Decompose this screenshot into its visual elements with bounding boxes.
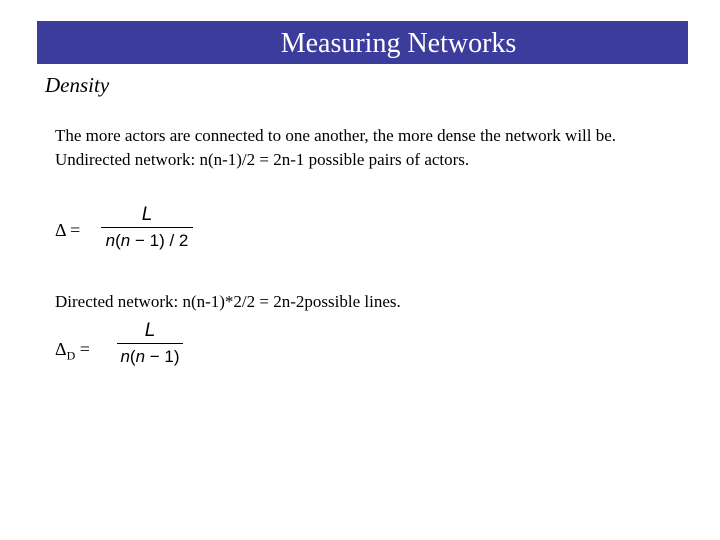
formula-directed-lhs [55, 339, 90, 364]
formula-directed-fraction [117, 320, 183, 368]
formula-undirected-density [55, 204, 215, 264]
denominator-paren: ( [115, 231, 121, 250]
formula-undirected-fraction [101, 204, 193, 252]
slide-subtitle: Density [45, 73, 110, 97]
paragraph-undirected-network: Undirected network: n(n-1)/2 = 2n-1 possible pairs of actors. [55, 150, 470, 169]
fraction-numerator: L [141, 204, 153, 225]
denominator-n2: n [135, 347, 146, 366]
paragraph-density-description: The more actors are connected to one another, the more dense the network will be. [55, 126, 617, 145]
fraction-bar [101, 227, 193, 228]
title-bar [37, 21, 688, 64]
paragraph-directed-network: Directed network: n(n-1)*2/2 = 2n-2possible lines. [55, 292, 401, 311]
fraction-numerator: L [144, 320, 156, 341]
formula-undirected-lhs [55, 220, 80, 241]
denominator-n2: n [120, 231, 131, 250]
delta-symbol: Δ [55, 339, 67, 359]
delta-symbol: Δ [55, 220, 66, 240]
denominator-rest: − 1) [145, 347, 180, 366]
equals-sign: = [75, 339, 90, 359]
equals-sign: = [70, 220, 81, 240]
denominator-rest: − 1) / 2 [130, 231, 189, 250]
fraction-denominator [117, 346, 183, 368]
slide-title: Measuring Networks [280, 28, 517, 59]
denominator-n: n [105, 231, 116, 250]
denominator-n: n [120, 347, 130, 366]
delta-subscript: D [66, 348, 76, 363]
fraction-denominator [101, 230, 193, 252]
denominator-paren: ( [129, 347, 136, 366]
fraction-bar [117, 343, 183, 344]
formula-directed-density [55, 320, 195, 380]
body-text [55, 124, 685, 172]
